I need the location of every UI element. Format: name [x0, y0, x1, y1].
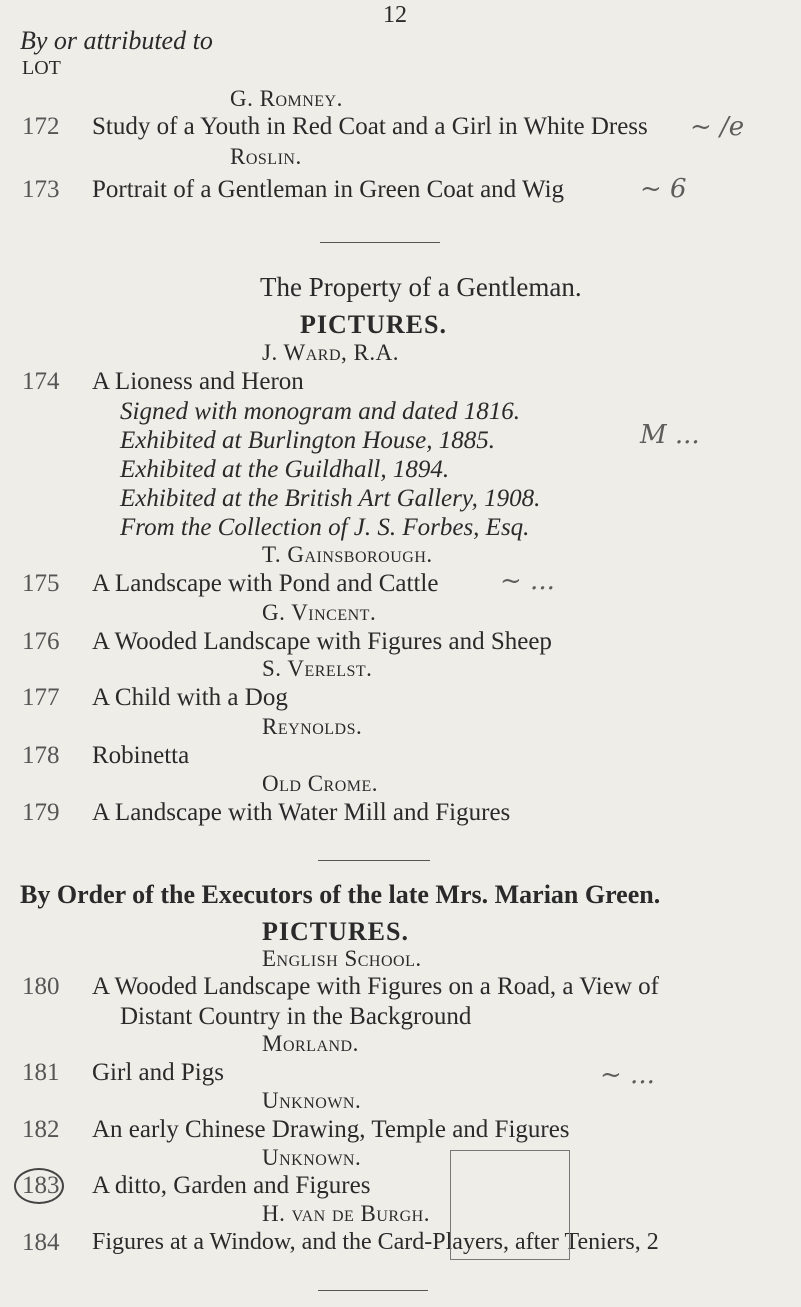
lot-title: A Wooded Landscape with Figures and Sheep [92, 628, 552, 655]
lot-number: 174 [22, 368, 60, 395]
lot-title: Robinetta [92, 742, 190, 769]
page-number: 12 [383, 2, 407, 28]
lot-title: An early Chinese Drawing, Temple and Figures [92, 1116, 570, 1143]
artist-crome: Old Crome. [262, 771, 379, 796]
artist-morland: Morland. [262, 1031, 359, 1056]
lot-number: 182 [22, 1116, 60, 1143]
lot-number: 179 [22, 799, 60, 826]
lot-number: 184 [22, 1229, 60, 1256]
lot-note: Exhibited at the British Art Gallery, 1908. [120, 485, 541, 512]
artist-ward: J. Ward, R.A. [262, 340, 399, 365]
artist-verelst: S. Verelst. [262, 656, 373, 681]
by-or-attributed-heading: By or attributed to [20, 26, 213, 55]
section-title: By Order of the Executors of the late Mrs. Marian Green. [20, 880, 661, 909]
lot-number: 177 [22, 684, 60, 711]
section-divider [318, 1290, 428, 1291]
lot-column-label: LOT [22, 57, 61, 79]
handwritten-annotation: ~ ... [500, 566, 555, 596]
lot-number: 175 [22, 570, 60, 597]
lot-title: A Landscape with Water Mill and Figures [92, 799, 511, 826]
artist-burgh: H. van de Burgh. [262, 1201, 430, 1226]
lot-title: A ditto, Garden and Figures [92, 1172, 371, 1199]
artist-unknown: Unknown. [262, 1088, 362, 1113]
lot-note: From the Collection of J. S. Forbes, Esq. [120, 514, 530, 541]
handwritten-annotation: ~ 6 [640, 174, 687, 204]
lot-note: Signed with monogram and dated 1816. [120, 398, 520, 425]
artist-roslin: Roslin. [230, 144, 302, 169]
artist-vincent: G. Vincent. [262, 600, 377, 625]
lot-number: 176 [22, 628, 60, 655]
lot-title: Girl and Pigs [92, 1059, 224, 1086]
lot-number: 183 [22, 1172, 60, 1199]
school-heading: English School. [262, 946, 422, 971]
artist-romney: G. Romney. [230, 86, 343, 111]
lot-title: A Lioness and Heron [92, 368, 304, 395]
handwritten-annotation: ~ /e [690, 112, 745, 142]
lot-title: A Wooded Landscape with Figures on a Road, a View of [92, 973, 659, 1000]
lot-number: 173 [22, 176, 60, 203]
section-divider [320, 242, 440, 243]
pictures-heading: PICTURES. [300, 310, 447, 339]
lot-title: Study of a Youth in Red Coat and a Girl in White Dress [92, 113, 648, 140]
pictures-heading: PICTURES. [262, 917, 409, 946]
lot-number: 181 [22, 1059, 60, 1086]
lot-title: A Landscape with Pond and Cattle [92, 570, 439, 597]
artist-unknown: Unknown. [262, 1145, 362, 1170]
artist-gainsborough: T. Gainsborough. [262, 542, 433, 567]
lot-note: Exhibited at the Guildhall, 1894. [120, 456, 450, 483]
lot-note: Exhibited at Burlington House, 1885. [120, 427, 495, 454]
artist-reynolds: Reynolds. [262, 714, 363, 739]
lot-title: Figures at a Window, and the Card-Players, after Teniers, 2 [92, 1229, 659, 1255]
lot-title: Portrait of a Gentleman in Green Coat and Wig [92, 176, 565, 203]
section-title: The Property of a Gentleman. [260, 272, 582, 302]
lot-number: 180 [22, 973, 60, 1000]
lot-number: 178 [22, 742, 60, 769]
lot-number: 172 [22, 113, 60, 140]
lot-title: A Child with a Dog [92, 684, 288, 711]
handwritten-annotation: ~ ... [600, 1060, 655, 1090]
pasted-label-outline [450, 1150, 570, 1260]
section-divider [318, 860, 430, 861]
handwritten-annotation: M ... [640, 420, 700, 450]
lot-title-continued: Distant Country in the Background [120, 1003, 472, 1030]
